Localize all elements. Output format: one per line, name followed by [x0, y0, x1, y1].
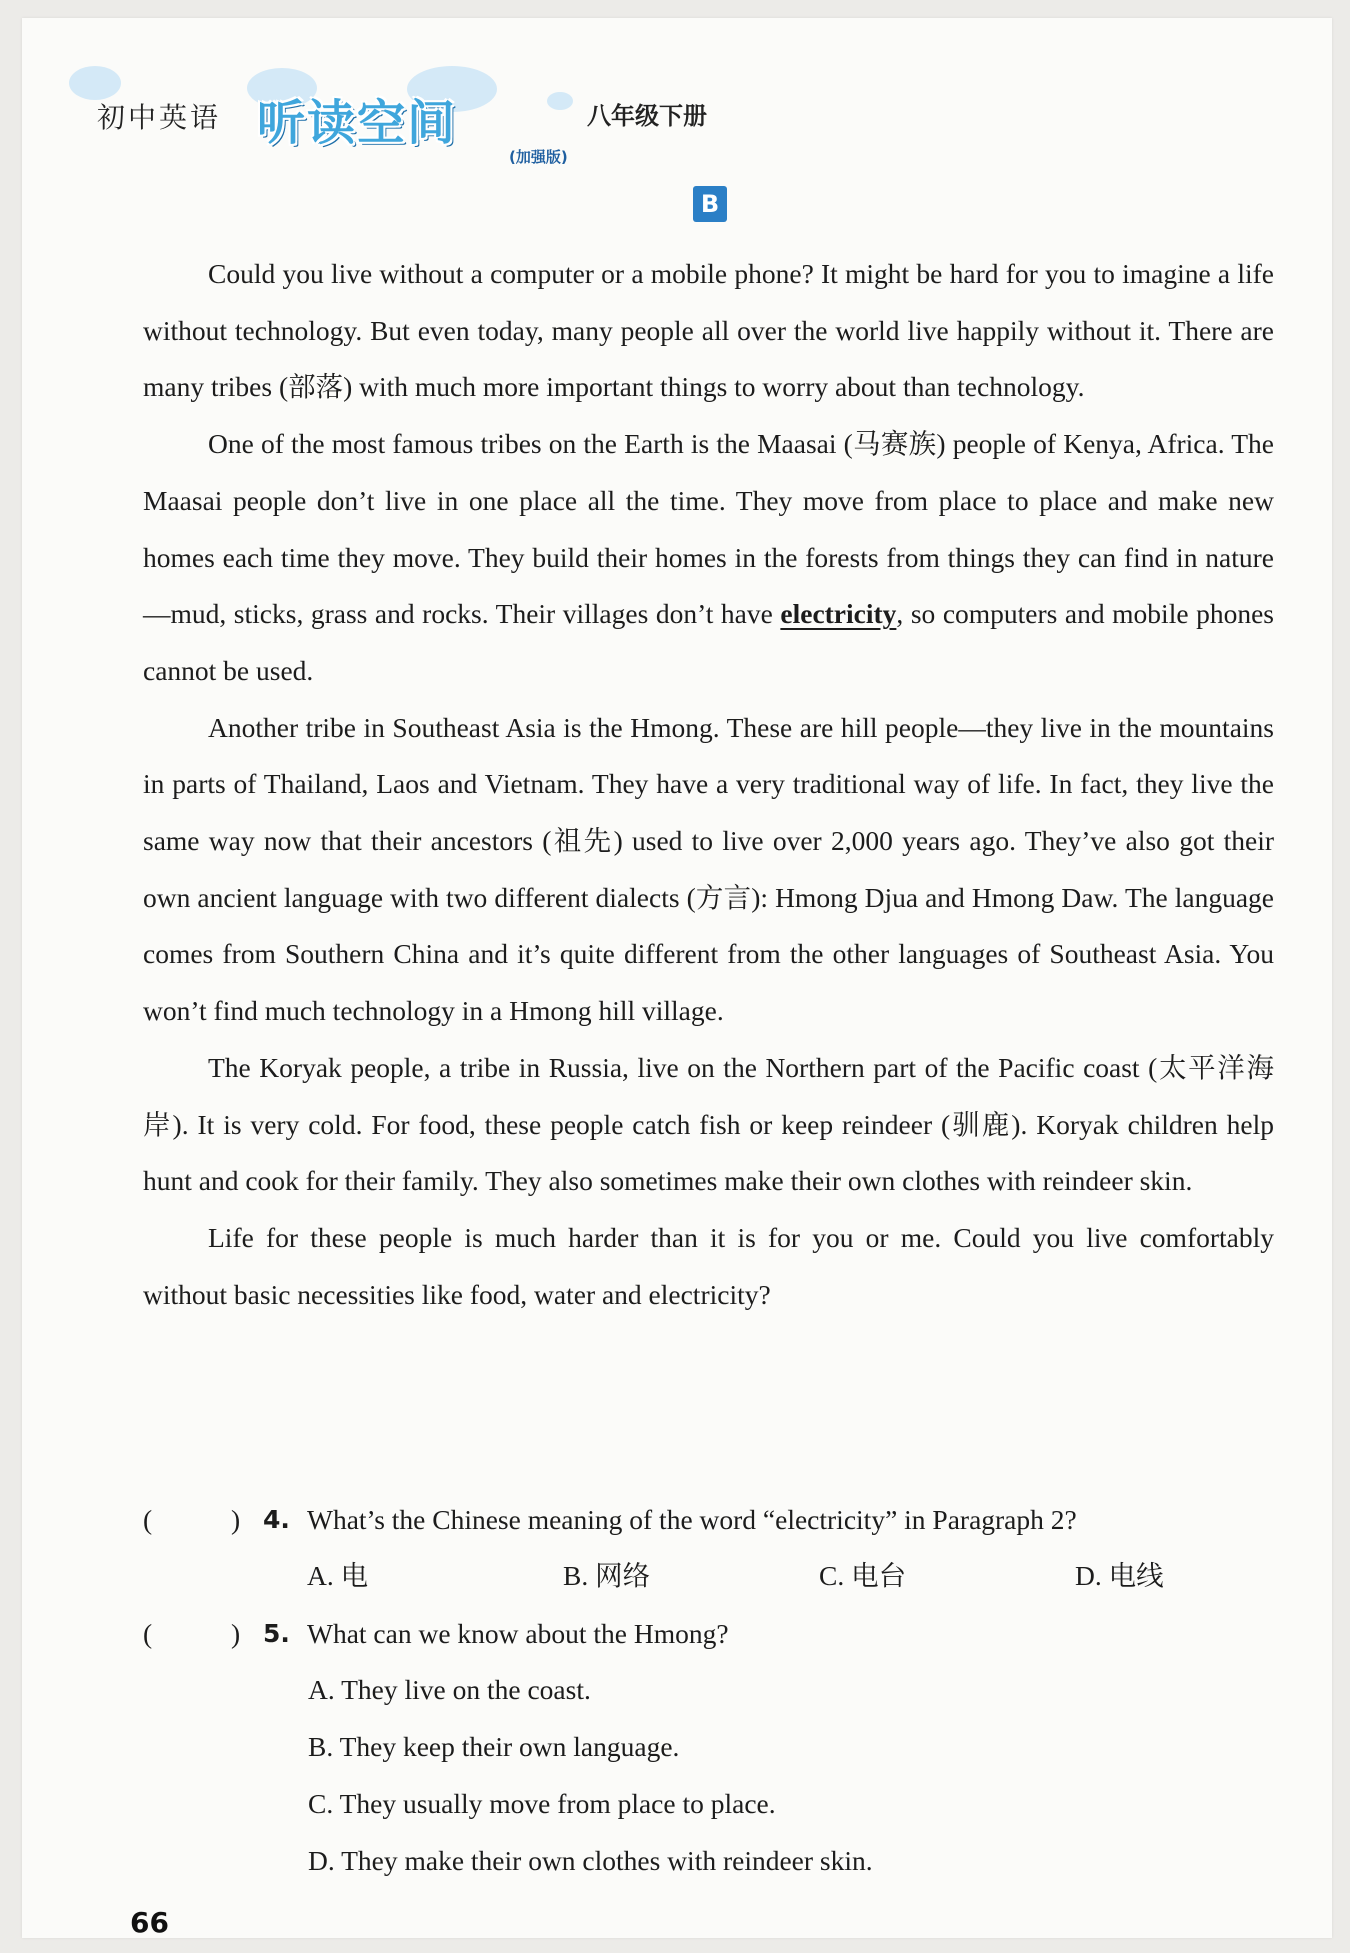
answer-paren-close: ) — [231, 1504, 241, 1535]
option-b[interactable]: B. 网络 — [563, 1560, 651, 1591]
page-header — [77, 66, 777, 166]
option-c[interactable]: C. They usually move from place to place. — [308, 1788, 776, 1819]
cloud-decoration — [69, 66, 121, 100]
option-a[interactable]: A. They live on the coast. — [308, 1674, 591, 1705]
option-c[interactable]: C. 电台 — [819, 1560, 907, 1591]
option-d[interactable]: D. 电线 — [1075, 1560, 1164, 1591]
answer-paren-close: ) — [231, 1618, 241, 1649]
cloud-decoration — [547, 92, 573, 110]
paragraph-4: The Koryak people, a tribe in Russia, live on the Northern part of the Pacific coast (太平洋海岸). It is very cold. For food, these people catch fish or keep reindeer (驯鹿). Koryak children help hunt and cook for their family. They also sometimes make their own clothes with reindeer skin. — [143, 1051, 1274, 1197]
paragraph-1: Could you live without a computer or a mobile phone? It might be hard for you to imagine a life without technology. But even today, many people all over the world live happily without it. There are many tribes (部落) with much more important things to worry about than technology. — [143, 258, 1274, 403]
workbook-page — [22, 18, 1332, 1938]
section-badge: B — [693, 186, 727, 222]
keyword-electricity: electricity — [780, 598, 897, 630]
grade-label: 八年级下册 — [587, 102, 707, 130]
paragraph-2 — [143, 416, 1274, 700]
reading-passage — [143, 246, 1274, 1323]
paragraph-2-text: One of the most famous tribes on the Earth is the Maasai (马赛族) people of Kenya, Africa. The Maasai people don’t live in one place all the time. They move from place to place and make new homes each time they move. They build their homes in the forests from things they can find in nature—mud, sticks, grass and rocks. Their villages don’t have — [143, 428, 1274, 630]
question-stem: What’s the Chinese meaning of the word “electricity” in Paragraph 2? — [307, 1504, 1077, 1535]
answer-paren-open[interactable]: ( — [143, 1504, 153, 1535]
question-stem: What can we know about the Hmong? — [307, 1618, 729, 1649]
paragraph-5: Life for these people is much harder than it is for you or me. Could you live comfortably without basic necessities like food, water and electricity? — [143, 1221, 1274, 1310]
question-number: 4. — [263, 1505, 290, 1534]
edition-label: (加强版) — [509, 148, 568, 166]
brand-title: 听读空间 — [257, 95, 458, 151]
paragraph-3: Another tribe in Southeast Asia is the Hmong. These are hill people—they live in the mountains in parts of Thailand, Laos and Vietnam. They have a very traditional way of life. In fact, they live the same way now that their ancestors (祖先) used to live over 2,000 years ago. They’ve also got their own ancient language with two different dialects (方言): Hmong Djua and Hmong Daw. The language comes from Southern China and it’s quite different from the other languages of Southeast Asia. You won’t find much technology in a Hmong hill village. — [143, 711, 1274, 1027]
answer-paren-open[interactable]: ( — [143, 1618, 153, 1649]
option-b[interactable]: B. They keep their own language. — [308, 1731, 680, 1762]
paragraph-2-text-end: , so computers and mobile phones cannot be used. — [143, 598, 1274, 686]
option-a[interactable]: A. 电 — [307, 1560, 369, 1591]
page-number: 66 — [130, 1906, 169, 1939]
option-d[interactable]: D. They make their own clothes with reindeer skin. — [308, 1845, 873, 1876]
question-4-options — [143, 1556, 1274, 1596]
series-title: 初中英语 — [97, 101, 222, 134]
question-4 — [143, 1500, 1274, 1540]
question-number: 5. — [263, 1619, 290, 1648]
question-5 — [143, 1614, 1274, 1654]
